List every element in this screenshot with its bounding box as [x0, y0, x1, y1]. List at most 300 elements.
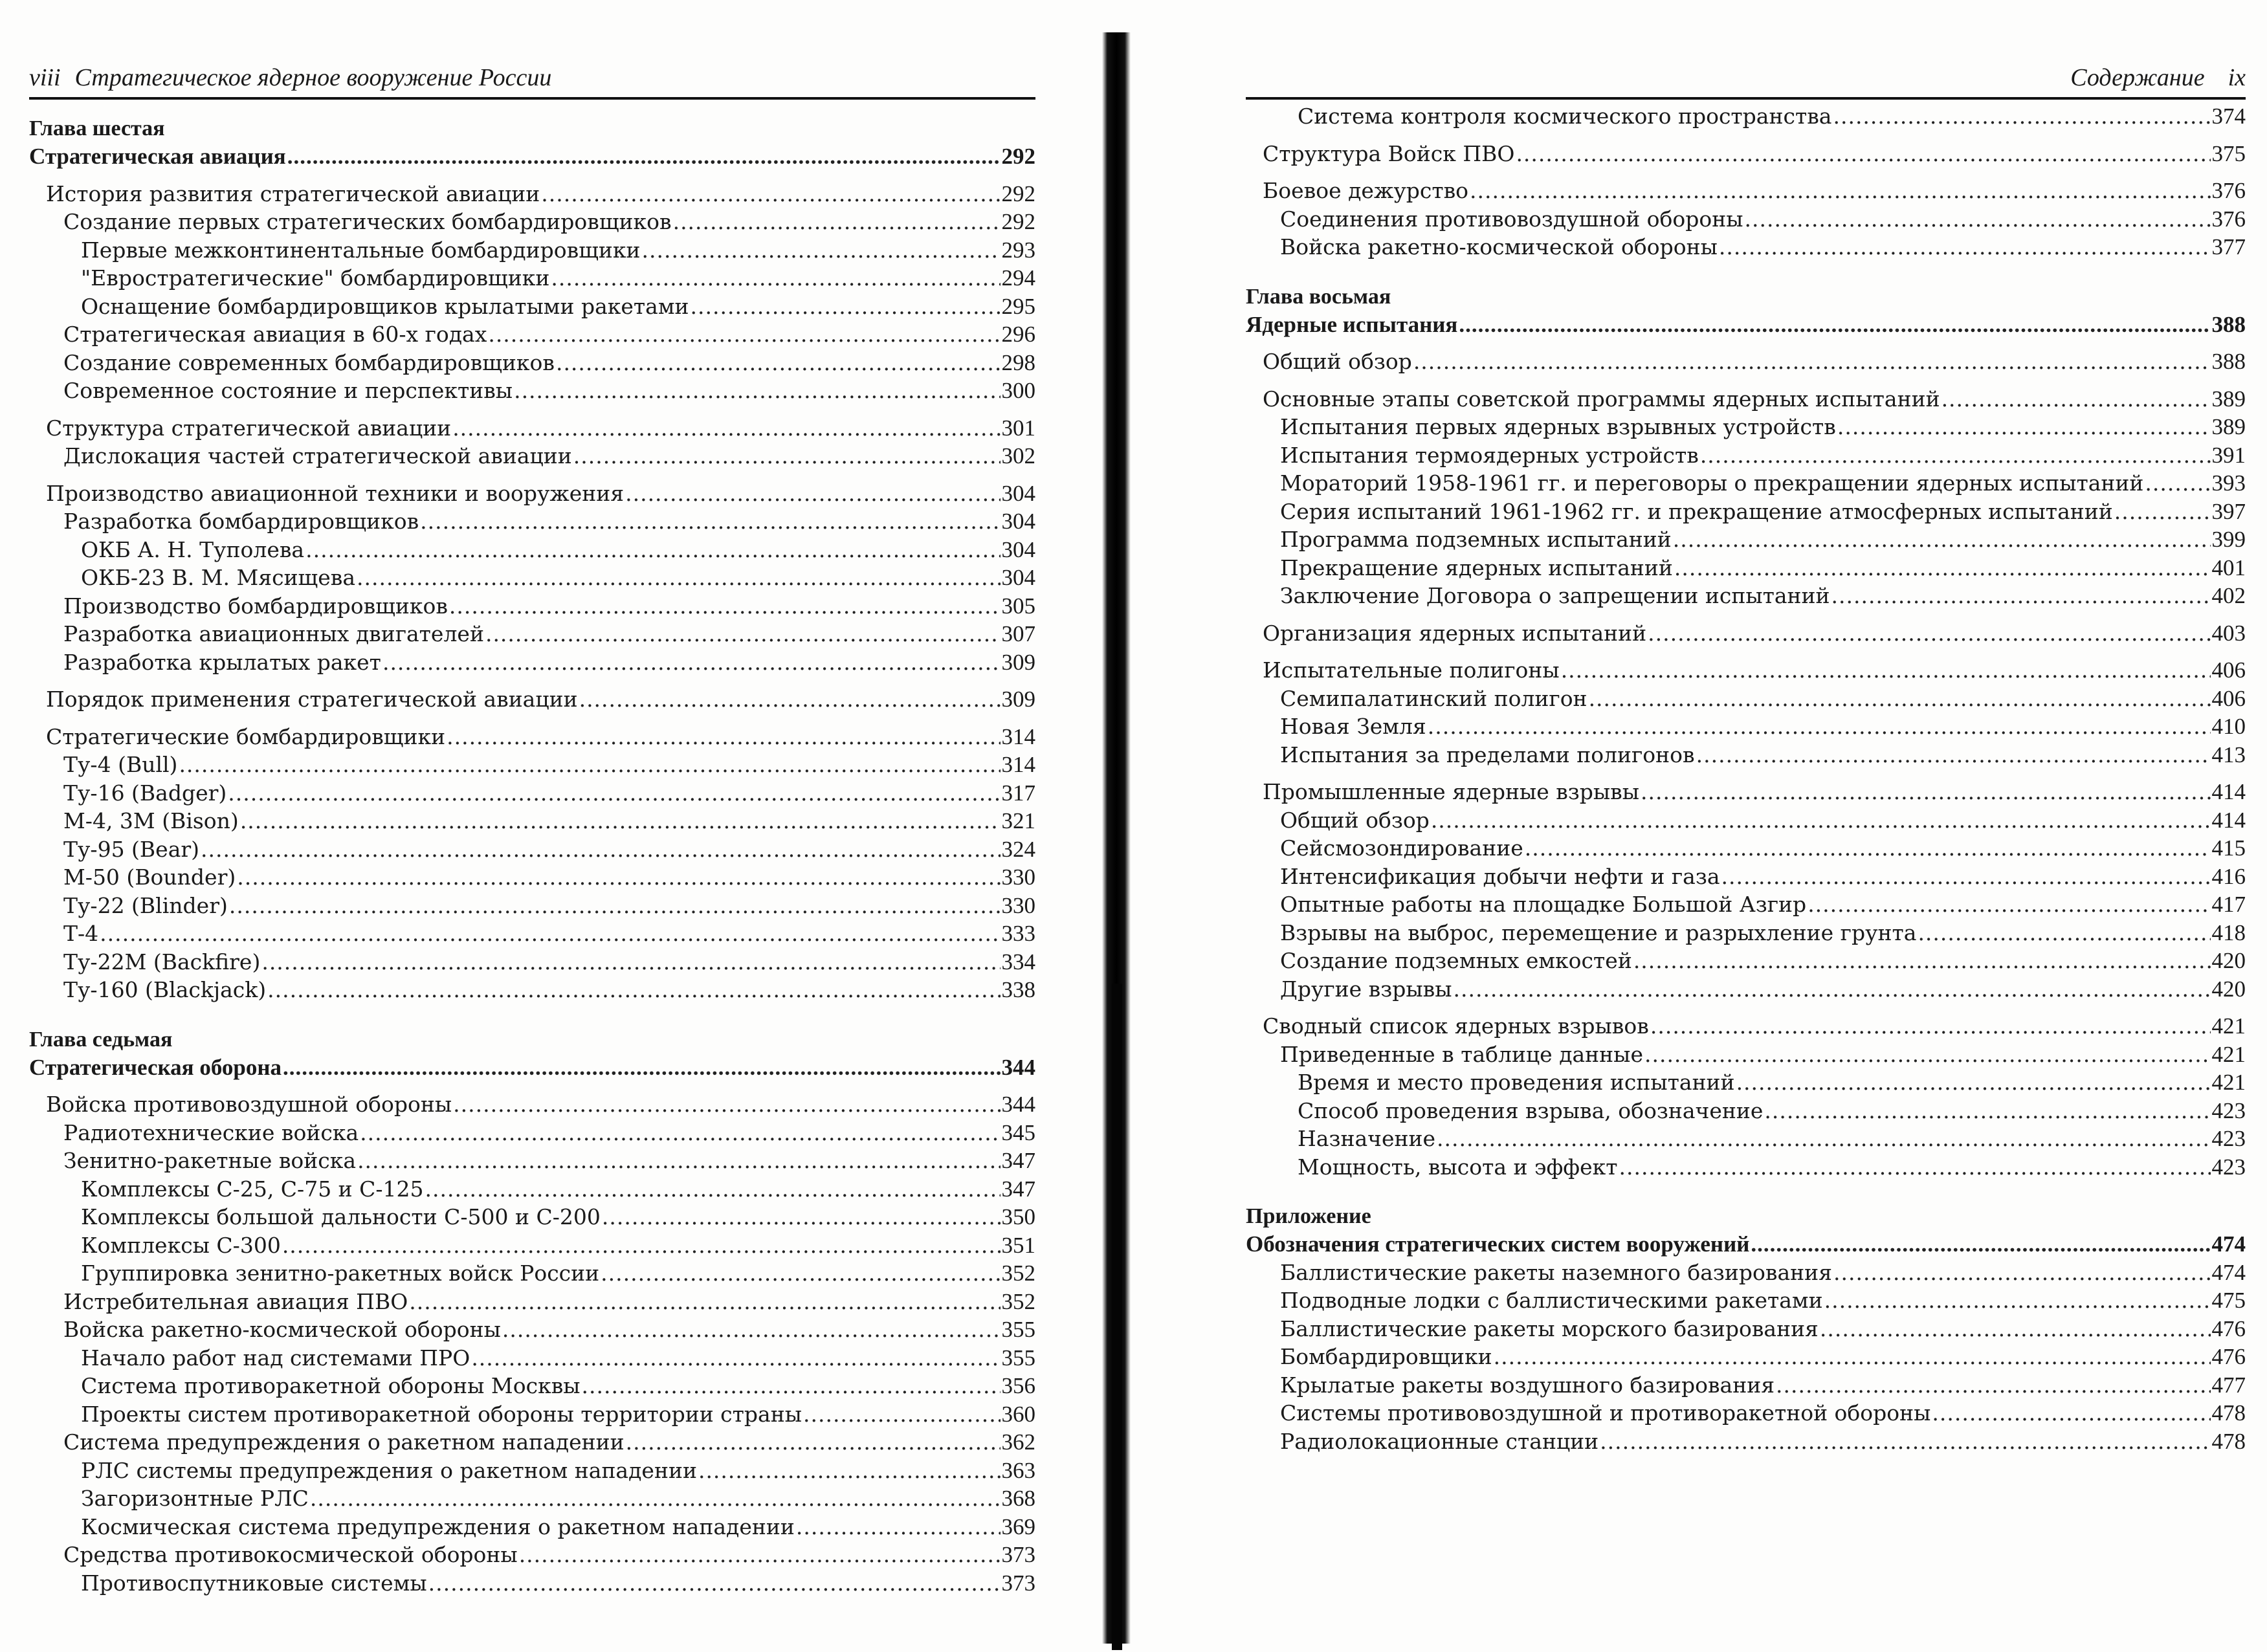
toc-page-number: 415	[2211, 835, 2246, 861]
toc-leader-dots	[602, 1203, 1001, 1231]
toc-entry	[29, 751, 1035, 779]
book-spine-shadow	[1112, 984, 1122, 1650]
toc-entry-title: Время и место проведения испытаний	[1298, 1070, 1735, 1095]
toc-page-number: 414	[2211, 779, 2246, 804]
toc-page-number: 423	[2211, 1097, 2246, 1123]
toc-entry	[1246, 685, 2246, 713]
toc-entry-title: Ту-16 (Badger)	[63, 780, 227, 806]
toc-page-number: 304	[1001, 565, 1035, 590]
toc-entry	[29, 723, 1035, 751]
toc-page-number: 476	[2211, 1316, 2246, 1341]
toc-page-number: 368	[1001, 1486, 1035, 1511]
toc-entry-title: Т-4	[63, 921, 99, 946]
toc-entry	[29, 442, 1035, 470]
toc-page-number: 421	[2211, 1041, 2246, 1067]
toc-leader-dots	[1721, 863, 2211, 891]
toc-page-number: 476	[2211, 1344, 2246, 1369]
toc-page-number: 417	[2211, 892, 2246, 917]
toc-entry	[29, 142, 1035, 171]
toc-page-number: 416	[2211, 863, 2246, 889]
right-running-title: Содержание	[2070, 64, 2205, 91]
toc-entry-title: Проекты систем противоракетной обороны территории страны	[81, 1401, 802, 1427]
toc-leader-dots	[582, 1372, 1001, 1400]
toc-page-number: 402	[2211, 583, 2246, 608]
toc-page-number: 314	[1001, 752, 1035, 777]
toc-leader-dots	[1619, 1153, 2211, 1182]
toc-entry-title: Семипалатинский полигон	[1280, 685, 1587, 711]
toc-page-number: 406	[2211, 685, 2246, 711]
toc-entry	[29, 863, 1035, 892]
toc-leader-dots	[673, 208, 1001, 236]
toc-leader-dots	[514, 377, 1000, 405]
toc-entry-title: Крылатые ракеты воздушного базирования	[1280, 1372, 1775, 1398]
toc-entry-title: Организация ядерных испытаний	[1263, 620, 1647, 646]
toc-entry-title: Мораторий 1958-1961 гг. и переговоры о прекращении ядерных испытаний	[1280, 470, 2144, 496]
toc-entry-title: Войска противовоздушной обороны	[46, 1092, 452, 1117]
toc-entry-title: Бомбардировщики	[1280, 1344, 1492, 1369]
toc-page-number: 300	[1001, 378, 1035, 403]
toc-leader-dots	[1589, 685, 2211, 713]
toc-page-number: 296	[1001, 322, 1035, 347]
toc-entry	[1246, 102, 2246, 131]
toc-leader-dots	[287, 142, 1001, 171]
toc-page-number: 399	[2211, 527, 2246, 552]
toc-entry-title: Испытательные полигоны	[1263, 657, 1560, 683]
toc-entry-title: Войска ракетно-космической обороны	[63, 1317, 501, 1342]
toc-leader-dots	[485, 620, 1001, 648]
toc-leader-dots	[471, 1344, 1000, 1372]
toc-entry-title: Система противоракетной обороны Москвы	[81, 1373, 581, 1398]
toc-entry-title: Разработка авиационных двигателей	[63, 621, 484, 646]
toc-page-number: 360	[1001, 1401, 1035, 1427]
left-running-title: Стратегическое ядерное вооружение России	[74, 64, 552, 91]
toc-page-number: 330	[1001, 892, 1035, 918]
toc-entry	[29, 564, 1035, 592]
toc-entry-title: Серия испытаний 1961-1962 гг. и прекращение атмосферных испытаний	[1280, 498, 2113, 524]
toc-page-number: 406	[2211, 657, 2246, 683]
toc-page-number: 294	[1001, 265, 1035, 291]
right-page-number: ix	[2228, 64, 2246, 91]
toc-leader-dots	[573, 442, 1001, 470]
toc-leader-dots	[1736, 1068, 2211, 1097]
toc-page-number: 418	[2211, 920, 2246, 945]
toc-page-number: 369	[1001, 1514, 1035, 1539]
toc-leader-dots	[642, 236, 1001, 265]
toc-entry-title: Прекращение ядерных испытаний	[1280, 555, 1673, 580]
toc-page-number: 478	[2211, 1428, 2246, 1454]
toc-leader-dots	[452, 414, 1000, 443]
toc-leader-dots	[179, 751, 1000, 779]
toc-entry	[29, 1457, 1035, 1485]
toc-entry	[29, 685, 1035, 714]
toc-entry	[1246, 947, 2246, 975]
toc-entry-title: Система контроля космического пространства	[1298, 104, 1832, 129]
toc-entry-title: Производство авиационной техники и вооружения	[46, 480, 625, 506]
toc-entry-title: Производство бомбардировщиков	[63, 593, 448, 619]
toc-entry-title: Подводные лодки с баллистическими ракетами	[1280, 1288, 1823, 1313]
toc-entry-title: Истребительная авиация ПВО	[63, 1288, 408, 1314]
toc-page-number: 292	[1001, 144, 1035, 169]
toc-entry	[1246, 975, 2246, 1004]
toc-leader-dots	[1437, 1125, 2211, 1153]
toc-entry	[1246, 1259, 2246, 1287]
toc-entry-title: М-50 (Bounder)	[63, 865, 236, 890]
toc-page-number: 423	[2211, 1154, 2246, 1180]
toc-page-number: 401	[2211, 555, 2246, 580]
toc-page-number: 345	[1001, 1119, 1035, 1145]
toc-leader-dots	[1494, 1343, 2211, 1371]
toc-entry-title: Мощность, высота и эффект	[1298, 1154, 1618, 1180]
toc-page-number: 302	[1001, 443, 1035, 468]
right-header-rule	[1246, 97, 2246, 100]
toc-entry	[1246, 863, 2246, 891]
toc-page-number: 421	[2211, 1013, 2246, 1039]
toc-entry	[29, 292, 1035, 321]
toc-entry	[1246, 806, 2246, 835]
toc-entry-title: Разработка бомбардировщиков	[63, 509, 419, 534]
toc-entry-title: Стратегические бомбардировщики	[46, 723, 446, 749]
toc-leader-dots	[382, 648, 1001, 677]
toc-page-number: 292	[1001, 209, 1035, 234]
toc-entry-title: Ту-95 (Bear)	[63, 836, 200, 862]
toc-leader-dots	[357, 1147, 1000, 1175]
toc-page-number: 292	[1001, 181, 1035, 206]
toc-page-number: 304	[1001, 536, 1035, 562]
toc-leader-dots	[1764, 1097, 2210, 1125]
toc-page-number: 301	[1001, 415, 1035, 441]
toc-entry-title: ОКБ А. Н. Туполева	[81, 536, 305, 562]
toc-entry	[29, 1484, 1035, 1513]
toc-page-number: 352	[1001, 1288, 1035, 1314]
toc-leader-dots	[1459, 311, 2210, 339]
toc-page-number: 475	[2211, 1288, 2246, 1313]
toc-entry-title: РЛС системы предупреждения о ракетном нападении	[81, 1457, 697, 1483]
toc-entry	[1246, 554, 2246, 582]
toc-leader-dots	[447, 723, 1000, 751]
toc-entry-title: Испытания первых ядерных взрывных устройств	[1280, 414, 1836, 439]
toc-page-number: 305	[1001, 593, 1035, 619]
toc-entry	[1246, 741, 2246, 769]
toc-entry-title: Первые межконтинентальные бомбардировщики	[81, 237, 641, 263]
toc-entry	[1246, 413, 2246, 441]
toc-page-number: 388	[2211, 349, 2246, 374]
toc-entry	[29, 892, 1035, 920]
toc-leader-dots	[1745, 205, 2211, 234]
toc-entry	[29, 1400, 1035, 1429]
toc-leader-dots	[541, 180, 1000, 208]
toc-leader-dots	[1824, 1286, 2211, 1315]
toc-entry-title: Порядок применения стратегической авиации	[46, 687, 578, 712]
toc-entry-title: Другие взрывы	[1280, 976, 1452, 1002]
toc-leader-dots	[2114, 498, 2211, 526]
toc-page-number: 344	[1001, 1092, 1035, 1117]
toc-entry-title: Соединения противовоздушной обороны	[1280, 206, 1743, 232]
toc-entry	[29, 377, 1035, 405]
toc-entry	[1246, 347, 2246, 376]
toc-leader-dots	[1673, 525, 2211, 554]
toc-page-number: 477	[2211, 1372, 2246, 1398]
toc-page-number: 333	[1001, 921, 1035, 946]
toc-leader-dots	[519, 1541, 1001, 1569]
toc-entry-title: Средства противокосмической обороны	[63, 1542, 518, 1567]
toc-page-number: 309	[1001, 649, 1035, 675]
toc-leader-dots	[237, 863, 1000, 892]
toc-entry-title: Войска ракетно-космической обороны	[1280, 234, 1718, 259]
toc-page-number: 375	[2211, 140, 2246, 166]
toc-entry-title: Опытные работы на площадке Большой Азгир	[1280, 892, 1807, 917]
toc-page-number: 324	[1001, 836, 1035, 862]
toc-entry-title: Новая Земля	[1280, 714, 1426, 739]
toc-leader-dots	[283, 1053, 1000, 1082]
right-running-head	[1246, 63, 2246, 97]
toc-leader-dots	[698, 1457, 1001, 1485]
toc-entry	[29, 1513, 1035, 1541]
toc-entry	[1246, 1153, 2246, 1182]
toc-entry-title: Дислокация частей стратегической авиации	[63, 443, 572, 468]
toc-page-number: 321	[1001, 808, 1035, 833]
toc-leader-dots	[1428, 712, 2211, 741]
toc-entry	[1246, 1371, 2246, 1400]
toc-entry-title: Современное состояние и перспективы	[63, 378, 513, 403]
toc-entry	[1246, 712, 2246, 741]
toc-leader-dots	[453, 1090, 1000, 1119]
toc-entry	[29, 479, 1035, 508]
toc-entry	[1246, 525, 2246, 554]
toc-leader-dots	[360, 1119, 1000, 1147]
toc-entry-title: Системы противовоздушной и противоракетной обороны	[1280, 1400, 1931, 1426]
toc-entry	[1246, 1399, 2246, 1427]
toc-entry	[29, 835, 1035, 864]
toc-entry-title: "Евростратегические" бомбардировщики	[81, 265, 550, 291]
toc-entry	[29, 779, 1035, 808]
toc-leader-dots	[305, 536, 1000, 564]
toc-entry-title: Создание современных бомбардировщиков	[63, 349, 555, 375]
toc-entry-title: Загоризонтные РЛС	[81, 1486, 309, 1511]
toc-page-number: 304	[1001, 509, 1035, 534]
toc-leader-dots	[1833, 102, 2210, 131]
toc-entry	[29, 180, 1035, 208]
toc-entry	[1246, 1097, 2246, 1125]
toc-entry-title: Баллистические ракеты морского базирования	[1280, 1316, 1819, 1341]
toc-entry	[29, 320, 1035, 349]
toc-leader-dots	[357, 564, 1000, 592]
toc-leader-dots	[409, 1288, 1000, 1316]
toc-leader-dots	[1700, 441, 2211, 470]
toc-entry	[29, 648, 1035, 677]
toc-page-number: 355	[1001, 1345, 1035, 1371]
toc-leader-dots	[1413, 347, 2211, 376]
toc-entry	[1246, 582, 2246, 610]
toc-entry-title: Сводный список ядерных взрывов	[1263, 1013, 1649, 1039]
toc-entry	[29, 1344, 1035, 1372]
toc-page-number: 389	[2211, 386, 2246, 412]
toc-page-number: 362	[1001, 1429, 1035, 1455]
toc-entry	[29, 620, 1035, 648]
toc-entry-title: Радиолокационные станции	[1280, 1428, 1599, 1454]
toc-entry	[29, 349, 1035, 377]
toc-entry	[1246, 140, 2246, 168]
toc-entry-title: Комплексы С-25, С-75 и С-125	[81, 1176, 424, 1202]
toc-page-number: 347	[1001, 1176, 1035, 1202]
toc-page-number: 373	[1001, 1542, 1035, 1567]
toc-entry	[29, 1288, 1035, 1316]
toc-page-number: 352	[1001, 1261, 1035, 1286]
toc-leader-dots	[261, 948, 1000, 976]
chapter-label: Глава шестая	[29, 116, 165, 140]
toc-leader-dots	[228, 779, 1000, 808]
toc-leader-dots	[1831, 582, 2211, 610]
toc-entry	[29, 1175, 1035, 1204]
toc-entry-title: ОКБ-23 В. М. Мясищева	[81, 565, 356, 590]
toc-page-number: 298	[1001, 349, 1035, 375]
toc-leader-dots	[449, 592, 1001, 621]
toc-page-number: 295	[1001, 293, 1035, 319]
toc-entry	[1246, 469, 2246, 498]
toc-entry	[1246, 834, 2246, 863]
toc-entry	[29, 1147, 1035, 1175]
toc-leader-dots	[1932, 1399, 2210, 1427]
toc-entry-title: Стратегическая оборона	[29, 1054, 282, 1080]
toc-entry	[29, 1541, 1035, 1569]
toc-entry	[29, 807, 1035, 835]
toc-page-number: 478	[2211, 1400, 2246, 1426]
chapter-label: Глава восьмая	[1246, 284, 1391, 309]
toc-page-number: 334	[1001, 949, 1035, 975]
toc-entry	[29, 948, 1035, 976]
toc-entry-title: Испытания термоядерных устройств	[1280, 442, 1699, 468]
toc-entry-title: Космическая система предупреждения о ракетном нападении	[81, 1514, 795, 1539]
toc-entry-title: Противоспутниковые системы	[81, 1570, 427, 1596]
toc-entry	[1246, 1041, 2246, 1069]
toc-entry-title: Ту-22 (Blinder)	[63, 892, 228, 918]
toc-entry	[1246, 1343, 2246, 1371]
toc-leader-dots	[796, 1513, 1001, 1541]
toc-leader-dots	[1837, 413, 2211, 441]
toc-entry-title: Боевое дежурство	[1263, 178, 1469, 203]
toc-entry	[1246, 1068, 2246, 1097]
toc-entry	[29, 1372, 1035, 1400]
toc-page-number: 351	[1001, 1232, 1035, 1258]
toc-entry	[1246, 1315, 2246, 1343]
toc-page-number: 423	[2211, 1126, 2246, 1151]
toc-leader-dots	[551, 264, 1000, 292]
toc-leader-dots	[1525, 834, 2211, 863]
toc-entry	[29, 264, 1035, 292]
toc-entry	[1246, 656, 2246, 685]
toc-entry	[29, 592, 1035, 621]
toc-entry-title: Ту-160 (Blackjack)	[63, 977, 267, 1002]
chapter-label: Приложение	[1246, 1204, 1371, 1228]
toc-page-number: 376	[2211, 178, 2246, 203]
toc-entry-title: Общий обзор	[1263, 349, 1412, 374]
toc-leader-dots	[428, 1569, 1001, 1598]
toc-entry	[29, 1203, 1035, 1231]
toc-leader-dots	[1561, 656, 2211, 685]
toc-entry	[1246, 1427, 2246, 1456]
toc-leader-dots	[1453, 975, 2210, 1004]
toc-page-number: 414	[2211, 807, 2246, 833]
toc-entry	[1246, 177, 2246, 205]
toc-page-number: 373	[1001, 1570, 1035, 1596]
toc-page-number: 413	[2211, 742, 2246, 767]
toc-leader-dots	[420, 507, 1000, 536]
toc-entry-title: Ядерные испытания	[1246, 311, 1458, 337]
toc-entry	[1246, 441, 2246, 470]
toc-leader-dots	[1941, 385, 2211, 413]
toc-page-number: 374	[2211, 104, 2246, 129]
toc-leader-dots	[1648, 619, 2210, 648]
toc-entry-title: Оснащение бомбардировщиков крылатыми ракетами	[81, 293, 689, 319]
toc-leader-dots	[625, 479, 1000, 508]
toc-leader-dots	[1918, 919, 2210, 947]
toc-leader-dots	[556, 349, 1001, 377]
toc-leader-dots	[1833, 1259, 2211, 1287]
toc-leader-dots	[626, 1428, 1001, 1457]
toc-page-number: 389	[2211, 414, 2246, 439]
toc-entry-title: Программа подземных испытаний	[1280, 527, 1672, 552]
toc-leader-dots	[1650, 1012, 2211, 1041]
toc-entry-title: Ту-4 (Bull)	[63, 752, 178, 777]
toc-entry	[1246, 233, 2246, 261]
toc-entry-title: История развития стратегической авиации	[46, 181, 540, 206]
toc-leader-dots	[1516, 140, 2210, 168]
toc-page-number: 420	[2211, 976, 2246, 1002]
toc-entry	[1246, 205, 2246, 234]
toc-page-number: 474	[2211, 1259, 2246, 1285]
toc-entry	[29, 507, 1035, 536]
toc-page-number: 317	[1001, 780, 1035, 806]
toc-page-number: 307	[1001, 621, 1035, 646]
toc-entry-title: М-4, 3М (Bison)	[63, 808, 239, 833]
toc-leader-dots	[1696, 741, 2211, 769]
toc-entry	[1246, 385, 2246, 413]
toc-entry-title: Способ проведения взрыва, обозначение	[1298, 1097, 1764, 1123]
toc-leader-dots	[1719, 233, 2211, 261]
toc-entry	[1246, 1012, 2246, 1041]
toc-entry-title: Заключение Договора о запрещении испытаний	[1280, 583, 1830, 608]
toc-page-number: 304	[1001, 480, 1035, 506]
toc-entry-title: Приведенные в таблице данные	[1280, 1041, 1643, 1067]
toc-entry-title: Сейсмозондирование	[1280, 835, 1523, 861]
toc-page-number: 309	[1001, 687, 1035, 712]
toc-leader-dots	[1641, 778, 2210, 806]
toc-entry-title: Основные этапы советской программы ядерных испытаний	[1263, 386, 1940, 412]
toc-page-number: 314	[1001, 723, 1035, 749]
toc-entry	[29, 536, 1035, 564]
toc-entry-title: Баллистические ракеты наземного базирования	[1280, 1259, 1832, 1285]
toc-entry	[1246, 919, 2246, 947]
toc-entry	[1246, 311, 2246, 339]
toc-page-number: 474	[2211, 1231, 2246, 1257]
toc-page-number: 330	[1001, 865, 1035, 890]
toc-leader-dots	[1808, 890, 2210, 919]
toc-entry-title: Общий обзор	[1280, 807, 1430, 833]
toc-leader-dots	[1600, 1427, 2210, 1456]
toc-leader-dots	[201, 835, 1000, 864]
toc-page-number: 293	[1001, 237, 1035, 263]
toc-page-number: 377	[2211, 234, 2246, 259]
toc-entry-title: Структура стратегической авиации	[46, 415, 452, 441]
toc-entry-title: Начало работ над системами ПРО	[81, 1345, 470, 1371]
chapter-label: Глава седьмая	[29, 1027, 173, 1052]
toc-leader-dots	[240, 807, 1001, 835]
toc-entry-title: Комплексы большой дальности С-500 и С-200	[81, 1204, 601, 1229]
toc-entry-title: Разработка крылатых ракет	[63, 649, 381, 675]
toc-entry-title: Радиотехнические войска	[63, 1119, 359, 1145]
toc-page-number: 338	[1001, 977, 1035, 1002]
toc-entry-title: Стратегическая авиация	[29, 144, 286, 169]
toc-entry	[29, 414, 1035, 443]
